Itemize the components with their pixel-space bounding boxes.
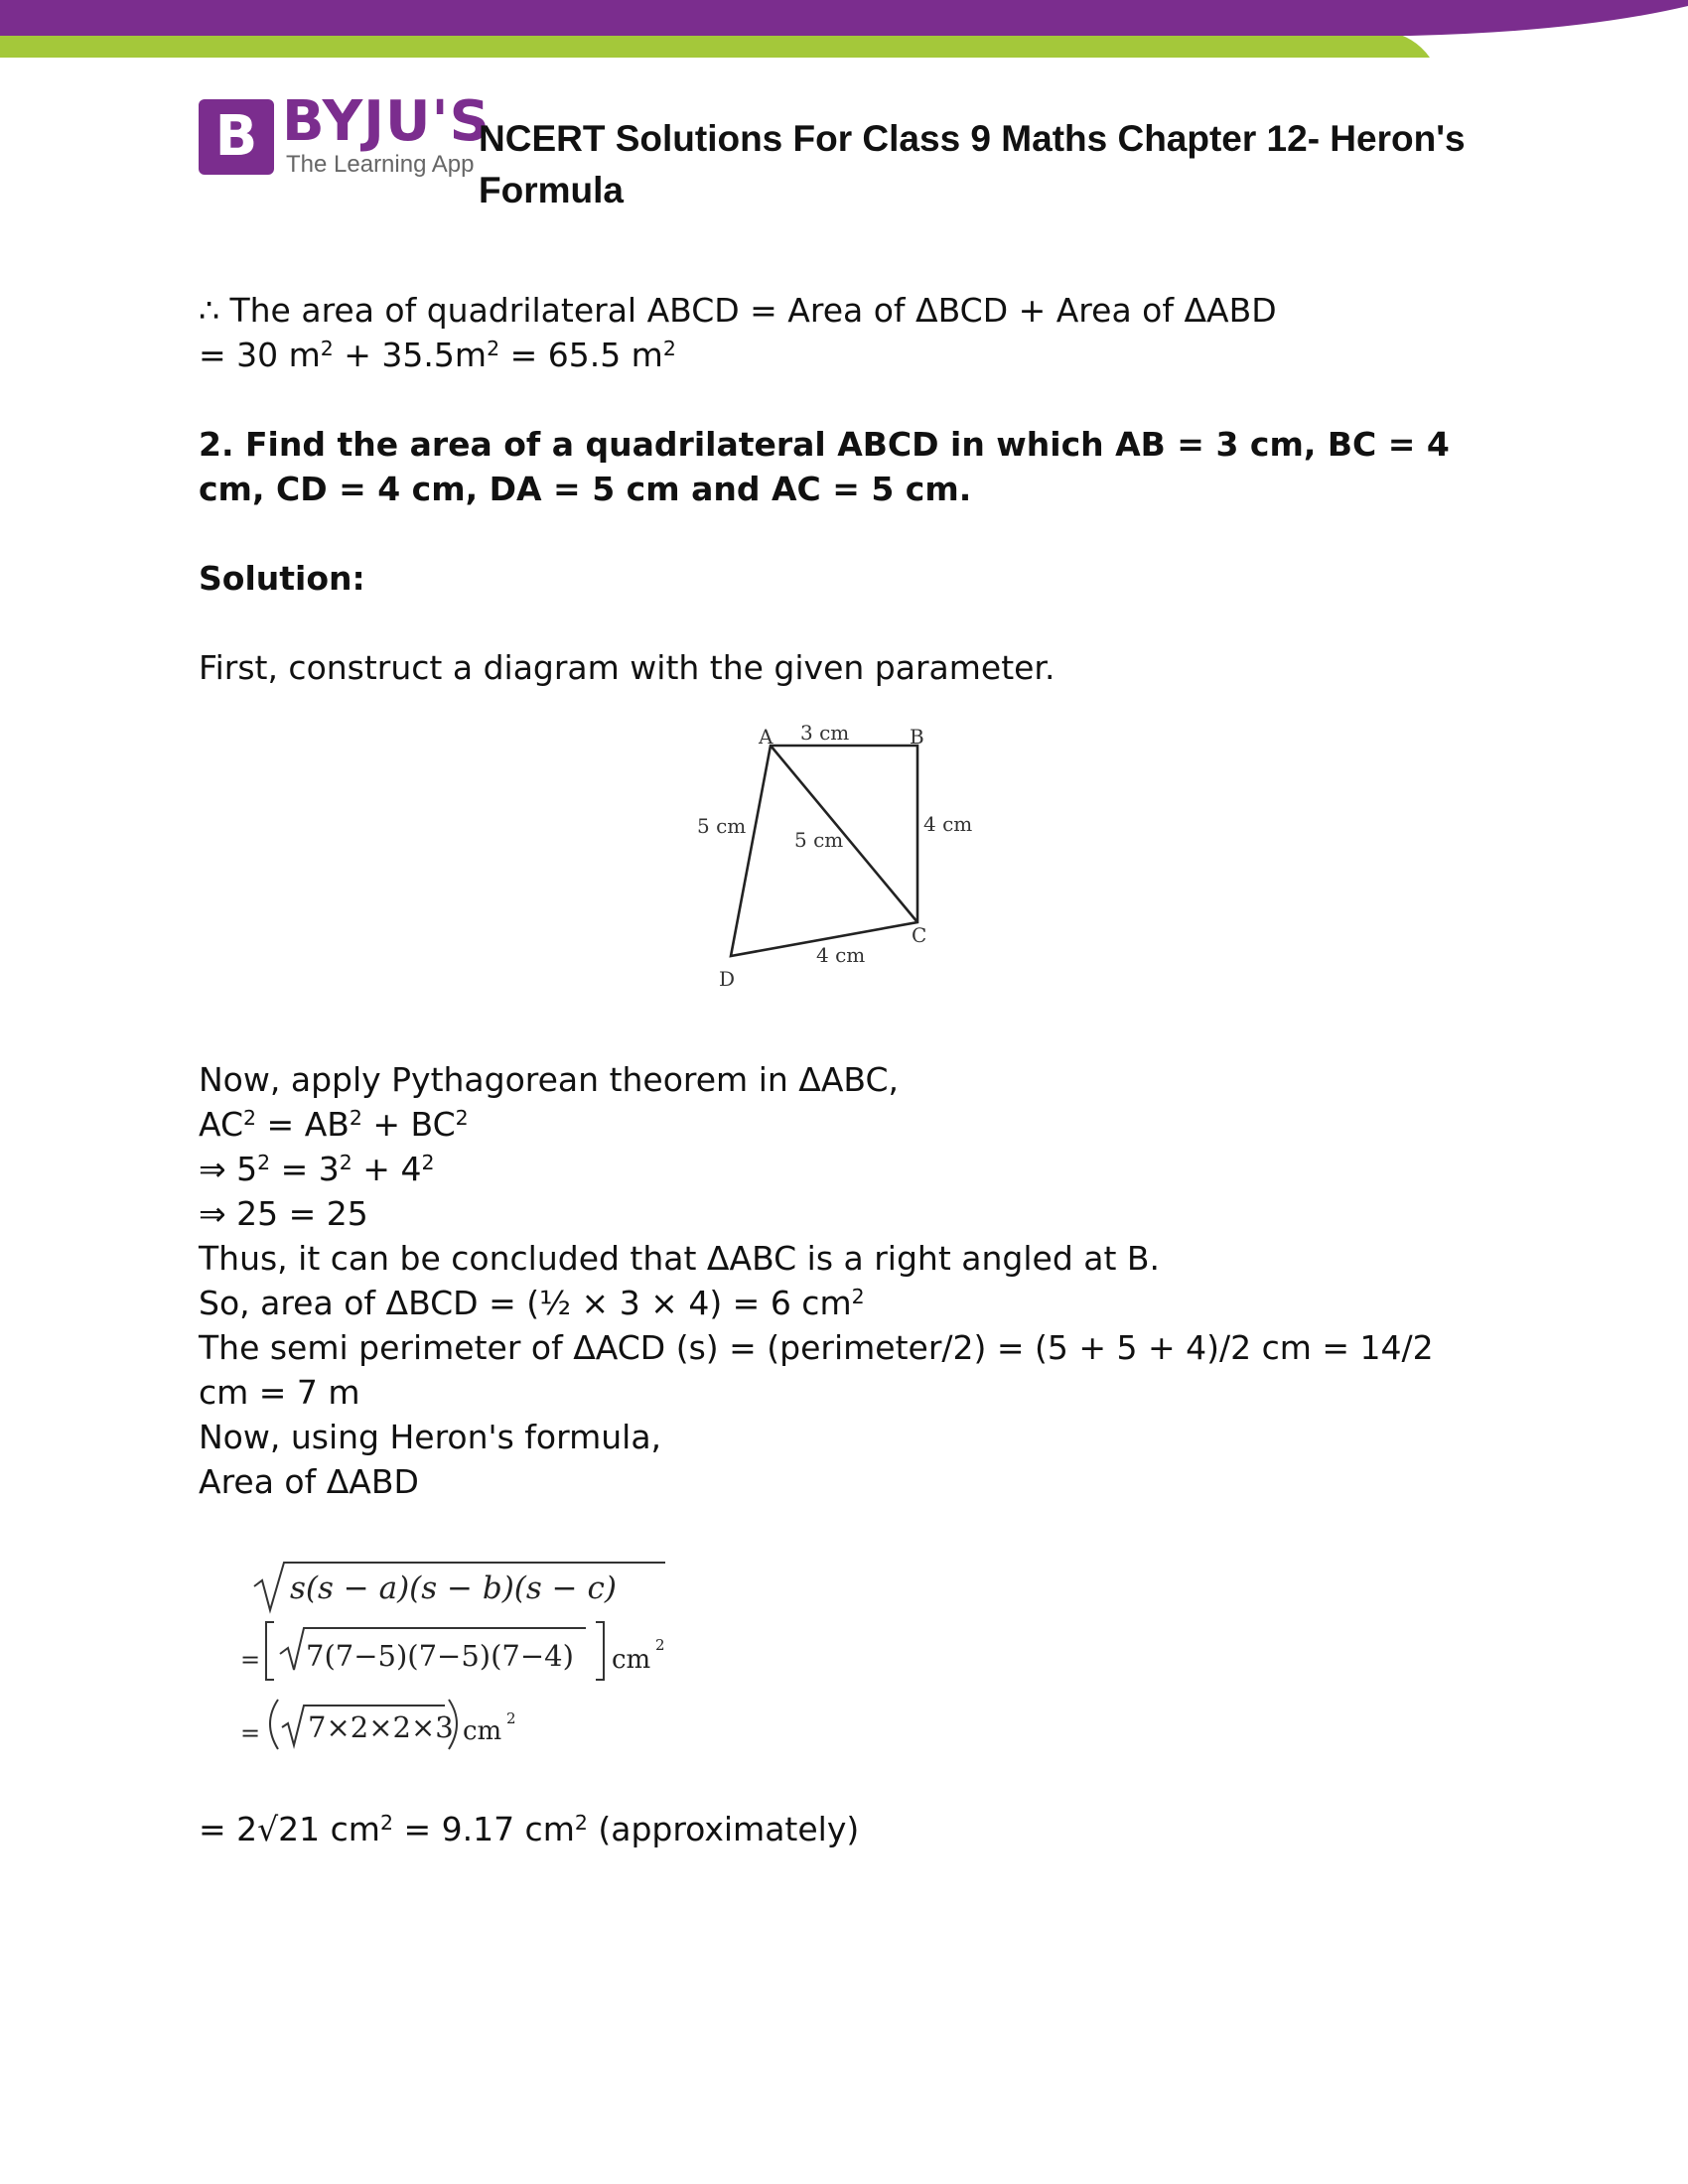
side-label-bc: 4 cm [923, 812, 973, 836]
text-line: So, area of ΔBCD = (½ × 3 × 4) = 6 $cm^2$ [199, 1284, 865, 1322]
result-line: = 2√21 $cm^2 = 9.17$ $cm^2$ (approximately) [199, 1810, 860, 1848]
formula-exp: 2 [506, 1709, 516, 1727]
vertex-label-b: B [910, 725, 924, 749]
solution-label: Solution: [199, 559, 365, 598]
byjus-logo-icon [199, 99, 274, 175]
side-label-da: 5 cm [697, 814, 747, 838]
quadrilateral-diagram [199, 714, 1489, 1051]
formula-eq: = [240, 1719, 261, 1747]
side-label-cd: 4 cm [816, 943, 866, 967]
document-body [199, 288, 1489, 1851]
equation-line: ⇒ 25 = 25 [199, 1194, 368, 1233]
formula-line-3: 7×2×2×3 [308, 1710, 454, 1744]
equation-line: ⇒ $5^2 = 3^2 + 4^2$ [199, 1150, 435, 1188]
herons-formula-block [240, 1559, 844, 1777]
side-label-ab: 3 cm [800, 721, 850, 745]
text-line: First, construct a diagram with the given parameter. [199, 648, 1055, 687]
brand-name: BYJU'S [282, 89, 491, 154]
vertex-label-a: A [759, 725, 774, 749]
text-line: Now, apply Pythagorean theorem in ΔABC, [199, 1060, 900, 1099]
open-bracket-icon [266, 1622, 274, 1680]
formula-exp: 2 [655, 1636, 665, 1654]
diagonal-ac [771, 746, 917, 922]
question-text: 2. Find the area of a quadrilateral ABCD in which AB = 3 cm, BC = 4 cm, CD = 4 cm, DA = 5 cm and AC = 5 cm. [199, 425, 1450, 508]
text-line: Thus, it can be concluded that ΔABC is a right angled at B. [199, 1239, 1161, 1278]
text-line: ∴ The area of quadrilateral ABCD = Area of ΔBCD + Area of ΔABD [199, 291, 1277, 330]
brand-tagline: The Learning App [286, 151, 475, 178]
document-header [199, 89, 1589, 224]
text-line: = 30 $m^2 + 35.5m^2 = 65.5$ $m^2$ [199, 336, 676, 374]
vertex-label-c: C [912, 923, 927, 947]
diagonal-label-ac: 5 cm [794, 828, 844, 852]
open-paren-icon [270, 1700, 278, 1749]
formula-unit: cm [612, 1645, 651, 1675]
formula-unit: cm [463, 1716, 502, 1746]
close-bracket-icon [596, 1622, 604, 1680]
header-color-band [0, 0, 1688, 60]
equation-line: $AC^2 = AB^2 + BC^2$ [199, 1105, 469, 1144]
formula-line-2: 7(7−5)(7−5)(7−4) [306, 1639, 574, 1673]
page-title: NCERT Solutions For Class 9 Maths Chapter 12- Heron's Formula [479, 118, 1466, 210]
formula-line-1: s(s − a)(s − b)(s − c) [290, 1570, 617, 1606]
text-line: Area of ΔABD [199, 1462, 419, 1501]
formula-eq: = [240, 1646, 261, 1674]
vertex-label-d: D [719, 967, 736, 991]
text-line: The semi perimeter of ΔACD (s) = (perimeter/2) = (5 + 5 + 4)/2 cm = 14/2 cm = 7 m [199, 1328, 1434, 1412]
logo-letter: B [214, 104, 258, 169]
text-line: Now, using Heron's formula, [199, 1418, 662, 1456]
